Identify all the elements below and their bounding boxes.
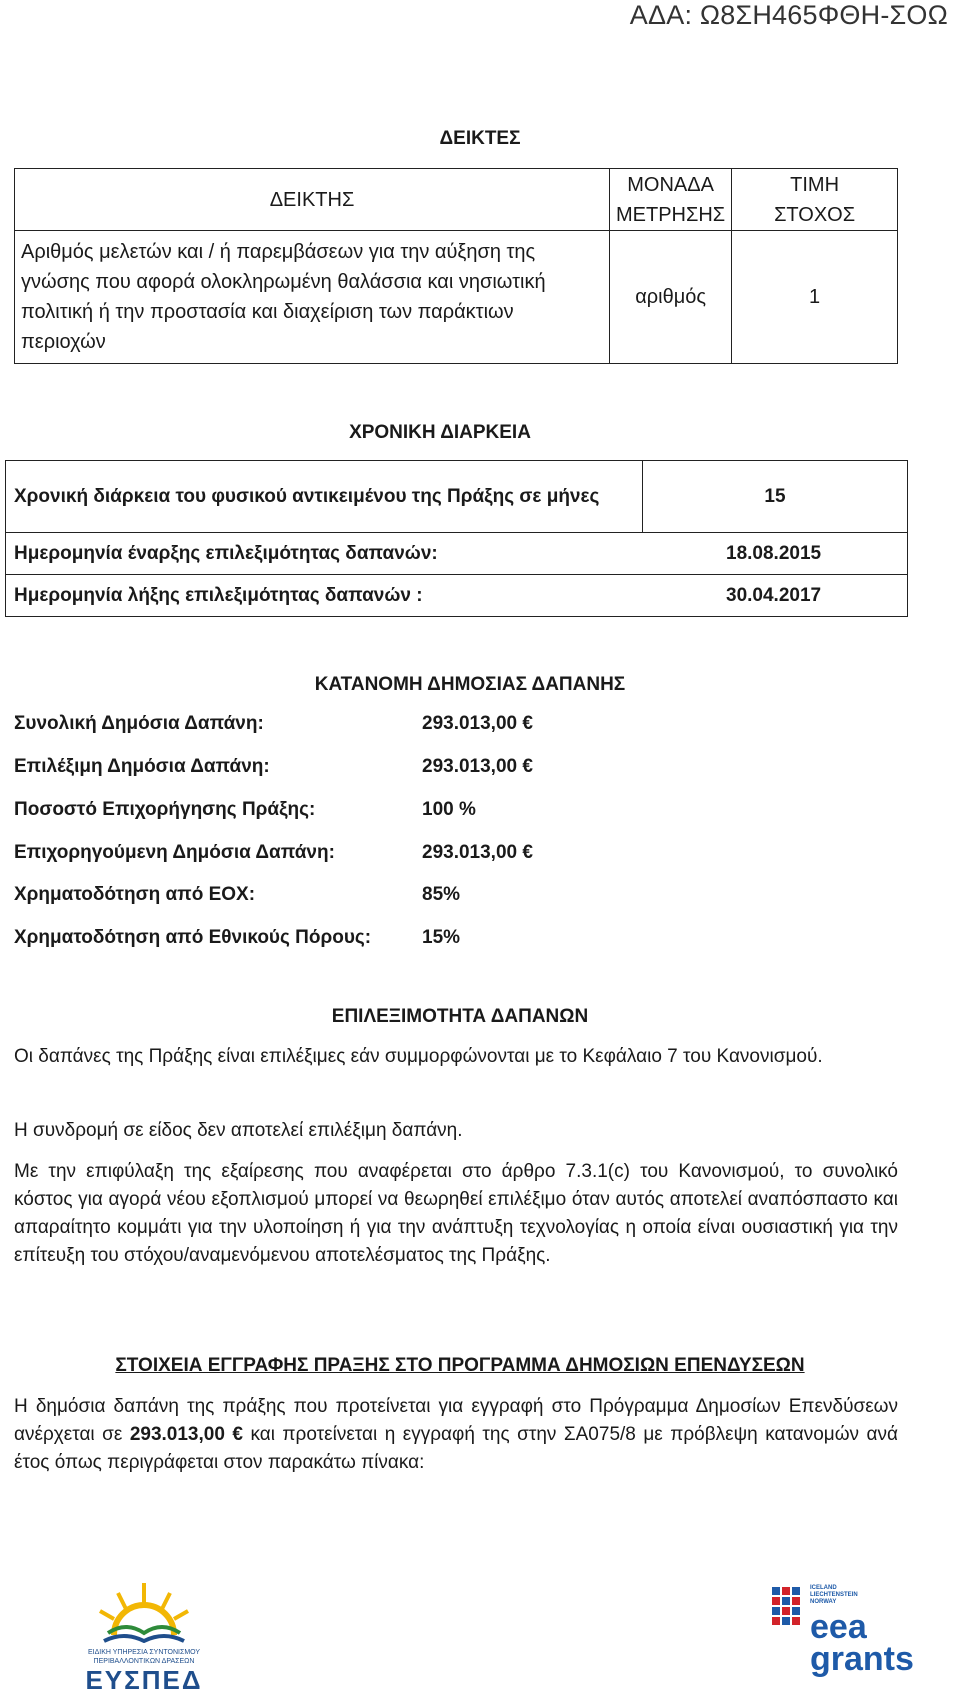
allocation-row: [14, 799, 476, 821]
indicator-text: Αριθμός μελετών και / ή παρεμβάσεων για την αύξηση της γνώσης που αφορά ολοκληρωμένη θαλάσσια και νησιωτική πολιτική ή την προστασία και διαχείριση των παράκτιων περιοχών: [15, 231, 610, 364]
allocation-value: 293.013,00 €: [422, 842, 533, 863]
duration-row-end: [6, 575, 908, 617]
eea-grants-emblem-icon: [768, 1583, 808, 1679]
col-unit-header: ΜΟΝΑΔΑ ΜΕΤΡΗΣΗΣ: [610, 169, 732, 231]
ysped-logo: [54, 1573, 234, 1695]
indicator-unit: αριθμός: [610, 231, 732, 364]
duration-start-cell: [6, 533, 908, 575]
allocation-row: [14, 884, 460, 906]
registration-title: ΣΤΟΙΧΕΙΑ ΕΓΓΡΑΦΗΣ ΠΡΑΞΗΣ ΣΤΟ ΠΡΟΓΡΑΜΜΑ ΔΗΜΟΣΙΩΝ ΕΠΕΝΔΥΣΕΩΝ: [115, 1355, 805, 1376]
ysped-emblem-icon: [54, 1573, 234, 1643]
allocation-value: 293.013,00 €: [422, 713, 533, 734]
registration-amount: 293.013,00 €: [129, 1424, 243, 1445]
indicators-table: [14, 168, 898, 364]
duration-end-value: 30.04.2017: [726, 585, 822, 606]
eligibility-paragraph-2: Η συνδρομή σε είδος δεν αποτελεί επιλέξιμη δαπάνη.: [14, 1120, 463, 1141]
allocation-row: [14, 842, 533, 864]
col-indicator-header: ΔΕΙΚΤΗΣ: [15, 169, 610, 231]
col-target-header: ΤΙΜΗ ΣΤΟΧΟΣ: [732, 169, 898, 231]
eligibility-paragraph-1: Οι δαπάνες της Πράξης είναι επιλέξιμες εάν συμμορφώνονται με το Κεφάλαιο 7 του Κανονισμού.: [14, 1046, 823, 1067]
allocation-label: Χρηματοδότηση από ΕΟΧ:: [14, 884, 256, 905]
duration-start-label: Ημερομηνία έναρξης επιλεξιμότητας δαπανών:: [14, 542, 438, 564]
allocation-title: ΚΑΤΑΝΟΜΗ ΔΗΜΟΣΙΑΣ ΔΑΠΑΝΗΣ: [314, 674, 626, 695]
indicator-target: 1: [732, 231, 898, 364]
duration-title: ΧΡΟΝΙΚΗ ΔΙΑΡΚΕΙΑ: [349, 422, 531, 443]
allocation-value: 85%: [422, 884, 461, 905]
allocation-label: Χρηματοδότηση από Εθνικούς Πόρους:: [14, 927, 372, 948]
duration-table: [5, 460, 908, 617]
duration-months-value: 15: [643, 461, 908, 533]
duration-row-start: [6, 533, 908, 575]
duration-row-months: [6, 461, 908, 533]
eea-countries: ICELAND LIECHTENSTEIN NORWAY: [810, 1585, 858, 1605]
allocation-row: [14, 756, 533, 778]
duration-end-cell: [6, 575, 908, 617]
indicator-row: [15, 231, 898, 364]
ada-code: ΑΔΑ: Ω8ΣΗ465ΦΘΗ-ΣΟΩ: [629, 0, 948, 30]
duration-end-label: Ημερομηνία λήξης επιλεξιμότητας δαπανών :: [14, 584, 423, 606]
allocation-row: [14, 713, 533, 735]
duration-start-value: 18.08.2015: [726, 543, 822, 564]
allocation-label: Επιχορηγούμενη Δημόσια Δαπάνη:: [14, 842, 335, 863]
allocation-label: Συνολική Δημόσια Δαπάνη:: [14, 713, 264, 734]
eligibility-paragraph-3: Με την επιφύλαξη της εξαίρεσης που αναφέρεται στο άρθρο 7.3.1(c) του Κανονισμού, το συνολικό κόστος για αγορά νέου εξοπλισμού μπορεί να θεωρηθεί επιλέξιμο όταν αυτός αποτελεί αναπόσπαστο και απαραίτητο κομμάτι για την υλοποίηση ή για την ανάπτυξη τεχνολογίας η οποία είναι ουσιαστική για την επίτευξη του στόχου/αναμενόμενου αποτελέσματος της Πράξης.: [14, 1161, 898, 1266]
duration-months-label: Χρονική διάρκεια του φυσικού αντικειμένου της Πράξης σε μήνες: [6, 461, 643, 533]
eligibility-title: ΕΠΙΛΕΞΙΜΟΤΗΤΑ ΔΑΠΑΝΩΝ: [331, 1006, 589, 1027]
indicators-header-row: [15, 169, 898, 231]
allocation-row: [14, 927, 460, 949]
registration-paragraph: Η δημόσια δαπάνη της πράξης που προτείνεται για εγγραφή στο Πρόγραμμα Δημοσίων Επενδύσεων ανέρχεται σε 293.013,00 € και προτείνεται η εγγραφή της στην ΣΑ075/8 με πρόβλεψη κατανομών ανά έτος όπως περιγράφεται στον παρακάτω πίνακα:: [14, 1396, 898, 1473]
ysped-name: ΕΥΣΠΕΔ: [85, 1665, 203, 1695]
eea-grants-logo: [768, 1583, 914, 1679]
allocation-label: Επιλέξιμη Δημόσια Δαπάνη:: [14, 756, 270, 777]
allocation-value: 100 %: [422, 799, 476, 820]
eea-name: eea grants: [810, 1608, 914, 1678]
indicators-title: ΔΕΙΚΤΕΣ: [439, 128, 521, 149]
allocation-label: Ποσοστό Επιχορήγησης Πράξης:: [14, 799, 316, 820]
allocation-value: 15%: [422, 927, 461, 948]
allocation-value: 293.013,00 €: [422, 756, 533, 777]
ysped-caption: ΕΙΔΙΚΗ ΥΠΗΡΕΣΙΑ ΣΥΝΤΟΝΙΣΜΟΥ ΠΕΡΙΒΑΛΛΟΝΤΙΚΩΝ ΔΡΑΣΕΩΝ: [87, 1649, 201, 1665]
